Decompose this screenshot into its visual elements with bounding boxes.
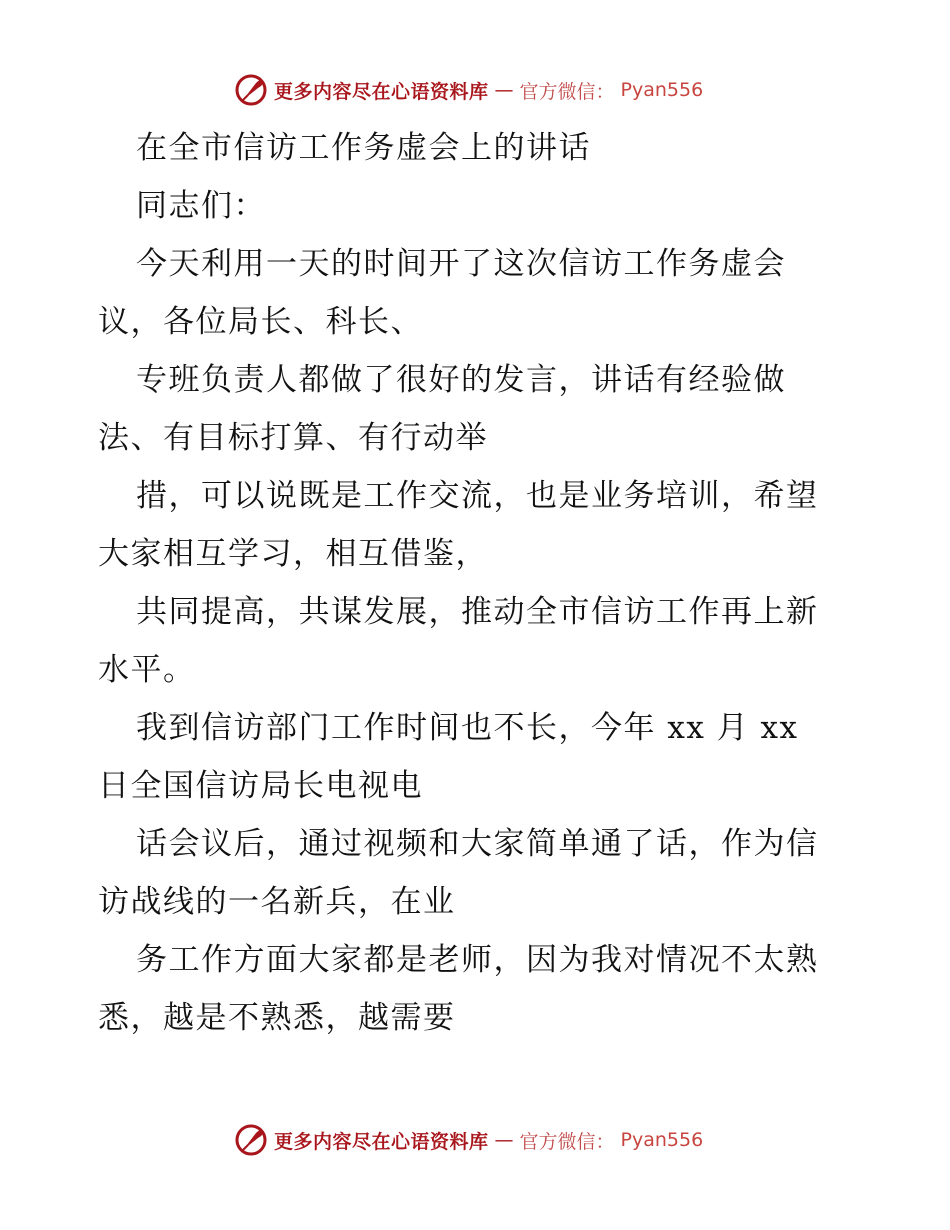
- doc-line: 今天利用一天的时间开了这次信访工作务虚会: [136, 246, 786, 282]
- header-banner: [234, 72, 703, 108]
- quill-pen-icon: [234, 1123, 268, 1157]
- banner-wechat-label: 官方微信：: [519, 1130, 615, 1153]
- banner-separator: —: [494, 79, 514, 101]
- banner-separator: —: [494, 1129, 514, 1151]
- doc-line: 访战线的一名新兵，在业: [98, 884, 456, 920]
- banner-text: 更多内容尽在心语资料库: [274, 80, 489, 103]
- quill-pen-icon: [234, 73, 268, 107]
- doc-line: 水平。: [98, 652, 196, 688]
- footer-banner: [234, 1122, 703, 1158]
- doc-line: 专班负责人都做了很好的发言，讲话有经验做: [136, 362, 786, 398]
- document-body: [98, 119, 858, 1047]
- doc-line: 措，可以说既是工作交流，也是业务培训，希望: [136, 478, 819, 514]
- doc-salutation: 同志们：: [136, 188, 266, 224]
- doc-line: 悉，越是不熟悉，越需要: [98, 1000, 456, 1036]
- doc-line: 话会议后，通过视频和大家简单通了话，作为信: [136, 826, 819, 862]
- banner-text: 更多内容尽在心语资料库: [274, 1130, 489, 1153]
- doc-line: 共同提高，共谋发展，推动全市信访工作再上新: [136, 594, 819, 630]
- doc-line: 大家相互学习，相互借鉴，: [98, 536, 488, 572]
- doc-title: 在全市信访工作务虚会上的讲话: [136, 130, 591, 166]
- doc-line: 议，各位局长、科长、: [98, 304, 423, 340]
- doc-line: 法、有目标打算、有行动举: [98, 420, 488, 456]
- banner-wechat-id: Pyan556: [620, 1129, 704, 1151]
- banner-wechat-id: Pyan556: [620, 79, 704, 101]
- doc-line: 务工作方面大家都是老师，因为我对情况不太熟: [136, 942, 819, 978]
- doc-line: 我到信访部门工作时间也不长，今年 xx 月 xx: [136, 710, 799, 746]
- doc-line: 日全国信访局长电视电: [98, 768, 423, 804]
- banner-wechat-label: 官方微信：: [519, 80, 615, 103]
